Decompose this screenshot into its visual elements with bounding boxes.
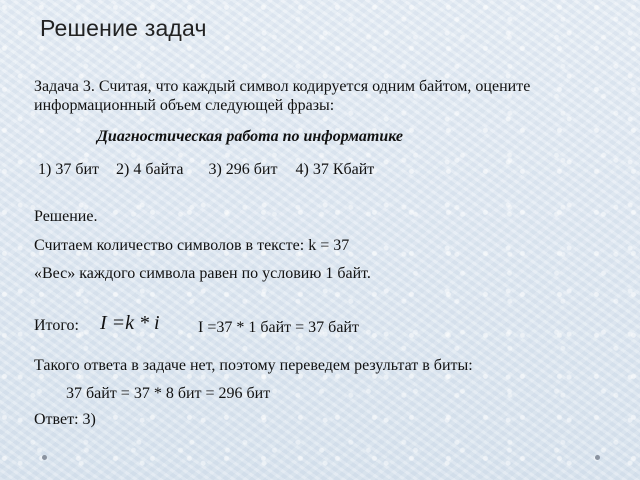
- decorative-dot-left: [42, 455, 47, 460]
- final-answer: Ответ: 3): [34, 411, 96, 428]
- solution-line-1: Считаем количество символов в тексте: k = 37: [34, 237, 350, 254]
- itogo-label: Итого:: [34, 317, 79, 334]
- bits-calculation: 37 байт = 37 * 8 бит = 296 бит: [66, 385, 271, 402]
- calculation: I =37 * 1 байт = 37 байт: [198, 319, 359, 336]
- no-answer-note: Такого ответа в задаче нет, поэтому переведем результат в биты:: [34, 357, 473, 374]
- task-statement-line-1: Задача 3. Считая, что каждый символ кодируется одним байтом, оцените: [34, 78, 531, 95]
- formula: I =k * i: [100, 312, 160, 334]
- task-phrase: Диагностическая работа по информатике: [97, 128, 403, 145]
- answer-option-1: 1) 37 бит: [38, 161, 100, 178]
- answer-options: [38, 161, 374, 179]
- answer-option-2: 2) 4 байта: [116, 161, 184, 178]
- decorative-dot-right: [595, 455, 600, 460]
- slide-title: Решение задач: [40, 15, 207, 41]
- answer-option-3: 3) 296 бит: [208, 161, 278, 178]
- task-statement-line-2: информационный объем следующей фразы:: [34, 97, 335, 114]
- answer-option-4: 4) 37 Кбайт: [295, 161, 375, 178]
- solution-label: Решение.: [34, 208, 98, 225]
- solution-line-2: «Вес» каждого символа равен по условию 1 байт.: [34, 265, 371, 282]
